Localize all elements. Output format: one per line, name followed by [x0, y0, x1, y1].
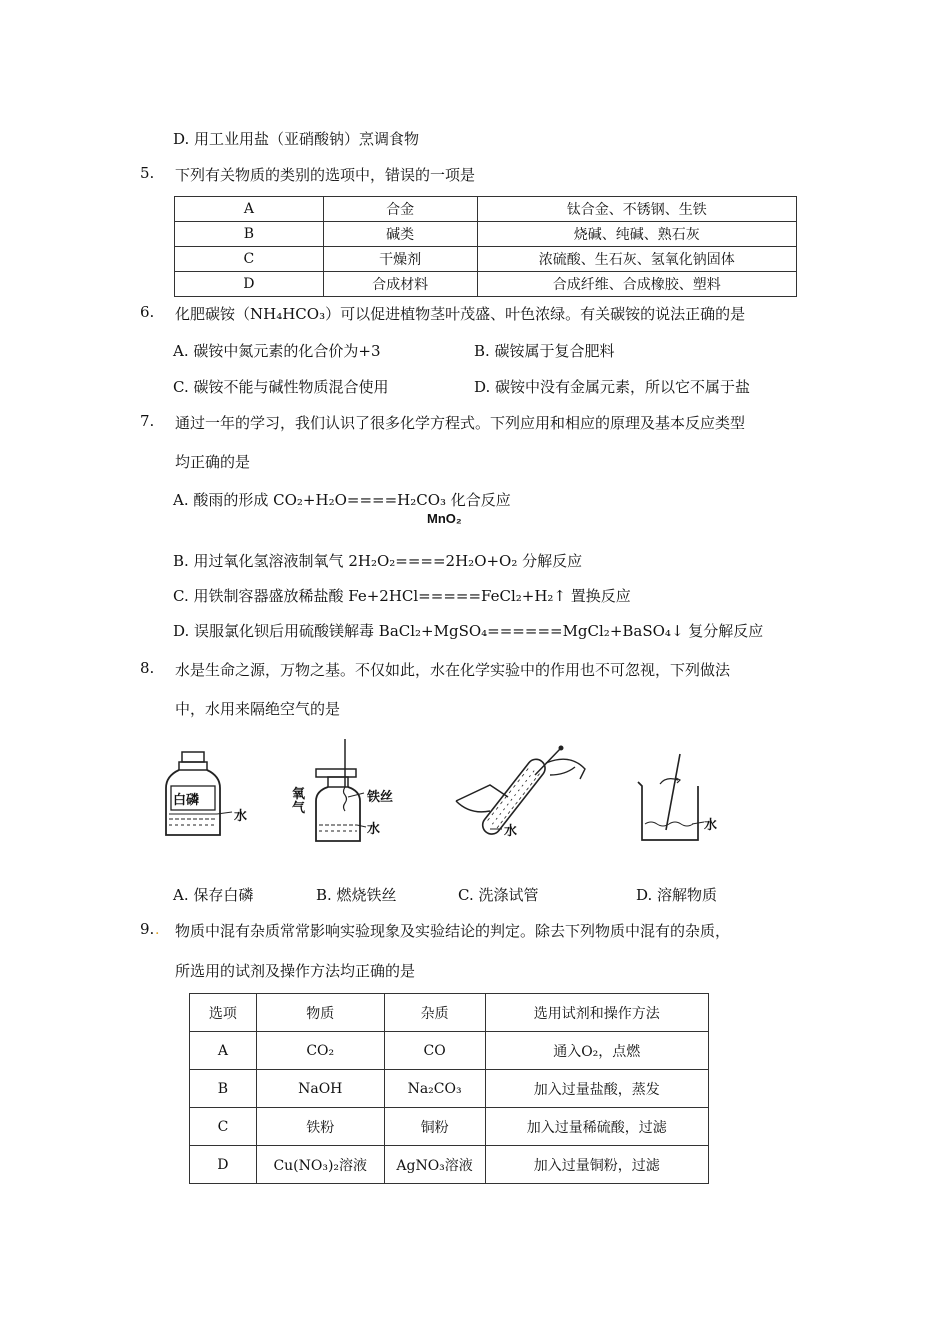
table-cell: AgNO₃溶液	[384, 1146, 485, 1184]
table-cell: C	[190, 1108, 257, 1146]
table-header-row	[190, 994, 709, 1032]
q7-stem-line2: 均正确的是	[175, 453, 251, 471]
table-row	[190, 1032, 709, 1070]
q8-option-c: C. 洗涤试管	[458, 886, 539, 904]
table-cell: 铁粉	[256, 1108, 384, 1146]
table-cell: NaOH	[256, 1070, 384, 1108]
decorative-dot: .	[155, 922, 160, 938]
table-cell: 干燥剂	[323, 247, 477, 272]
table-row	[175, 197, 797, 222]
q7-catalyst-label: MnO₂	[427, 511, 462, 526]
table-cell: Na₂CO₃	[384, 1070, 485, 1108]
q8-option-d: D. 溶解物质	[636, 886, 718, 904]
figure-d-label-water: 水	[704, 818, 718, 833]
q5-number: 5.	[140, 164, 155, 182]
table-cell: 铜粉	[384, 1108, 485, 1146]
table-cell: 加入过量铜粉，过滤	[485, 1146, 708, 1184]
table-row	[175, 222, 797, 247]
q7-option-a: A. 酸雨的形成 CO₂+H₂O====H₂CO₃ 化合反应	[173, 491, 511, 509]
q7-option-c: C. 用铁制容器盛放稀盐酸 Fe+2HCl=====FeCl₂+H₂↑ 置换反应	[173, 587, 631, 605]
figure-a-label-water: 水	[234, 809, 248, 824]
figure-b-label-oxygen: 氧气	[292, 787, 306, 816]
table-row	[190, 1070, 709, 1108]
table-row	[190, 1108, 709, 1146]
table-cell: 合成纤维、合成橡胶、塑料	[477, 272, 797, 297]
figure-a-label-bailin: 白磷	[173, 793, 200, 808]
figure-b-label-iron-wire: 铁丝	[367, 790, 394, 805]
q8-number: 8.	[140, 659, 155, 677]
table-cell: A	[190, 1032, 257, 1070]
q6-number: 6.	[140, 303, 155, 321]
q7-option-d: D. 误服氯化钡后用硫酸镁解毒 BaCl₂+MgSO₄======MgCl₂+BaSO₄↓ 复分解反应	[173, 622, 764, 640]
q9-stem-line2: 所选用的试剂及操作方法均正确的是	[175, 962, 416, 980]
q6-option-d: D. 碳铵中没有金属元素，所以它不属于盐	[474, 378, 751, 396]
table-cell: 碱类	[323, 222, 477, 247]
table-header: 杂质	[384, 994, 485, 1032]
table-cell: B	[190, 1070, 257, 1108]
q7-stem-line1: 通过一年的学习，我们认识了很多化学方程式。下列应用和相应的原理及基本反应类型	[175, 414, 746, 432]
table-cell: 合成材料	[323, 272, 477, 297]
table-header: 选项	[190, 994, 257, 1032]
figure-b-label-water: 水	[367, 822, 381, 837]
q8-option-b: B. 燃烧铁丝	[316, 886, 397, 904]
figure-c-test-tube	[450, 745, 600, 845]
table-cell: CO	[384, 1032, 485, 1070]
q6-stem: 化肥碳铵（NH₄HCO₃）可以促进植物茎叶茂盛、叶色浓绿。有关碳铵的说法正确的是	[175, 305, 746, 323]
q5-table	[174, 196, 797, 297]
table-cell: B	[175, 222, 324, 247]
table-cell: 通入O₂，点燃	[485, 1032, 708, 1070]
q9-number: 9.	[140, 920, 155, 938]
table-cell: 加入过量盐酸，蒸发	[485, 1070, 708, 1108]
table-row	[175, 247, 797, 272]
q8-option-a: A. 保存白磷	[173, 886, 254, 904]
table-cell: 烧碱、纯碱、熟石灰	[477, 222, 797, 247]
table-cell: D	[190, 1146, 257, 1184]
table-cell: Cu(NO₃)₂溶液	[256, 1146, 384, 1184]
q8-stem-line2: 中，水用来隔绝空气的是	[175, 700, 341, 718]
q9-table	[189, 993, 709, 1184]
table-row	[175, 272, 797, 297]
table-cell: D	[175, 272, 324, 297]
q4-option-d: D. 用工业用盐（亚硝酸钠）烹调食物	[173, 130, 420, 148]
q5-stem: 下列有关物质的类别的选项中，错误的一项是	[175, 166, 476, 184]
figure-c-label-water: 水	[504, 824, 518, 839]
q6-option-a: A. 碳铵中氮元素的化合价为+3	[173, 342, 381, 360]
q6-option-c: C. 碳铵不能与碱性物质混合使用	[173, 378, 389, 396]
table-cell: A	[175, 197, 324, 222]
table-header: 物质	[256, 994, 384, 1032]
table-cell: 加入过量稀硫酸，过滤	[485, 1108, 708, 1146]
table-cell: 浓硫酸、生石灰、氢氧化钠固体	[477, 247, 797, 272]
q8-stem-line1: 水是生命之源，万物之基。不仅如此，水在化学实验中的作用也不可忽视，下列做法	[175, 661, 731, 679]
table-cell: 合金	[323, 197, 477, 222]
q9-stem-line1: 物质中混有杂质常常影响实验现象及实验结论的判定。除去下列物质中混有的杂质，	[175, 922, 731, 940]
q7-option-b: B. 用过氧化氢溶液制氧气 2H₂O₂====2H₂O+O₂ 分解反应	[173, 552, 583, 570]
table-cell: C	[175, 247, 324, 272]
table-header: 选用试剂和操作方法	[485, 994, 708, 1032]
q7-number: 7.	[140, 412, 155, 430]
table-row	[190, 1146, 709, 1184]
table-cell: CO₂	[256, 1032, 384, 1070]
table-cell: 钛合金、不锈钢、生铁	[477, 197, 797, 222]
q6-option-b: B. 碳铵属于复合肥料	[474, 342, 615, 360]
